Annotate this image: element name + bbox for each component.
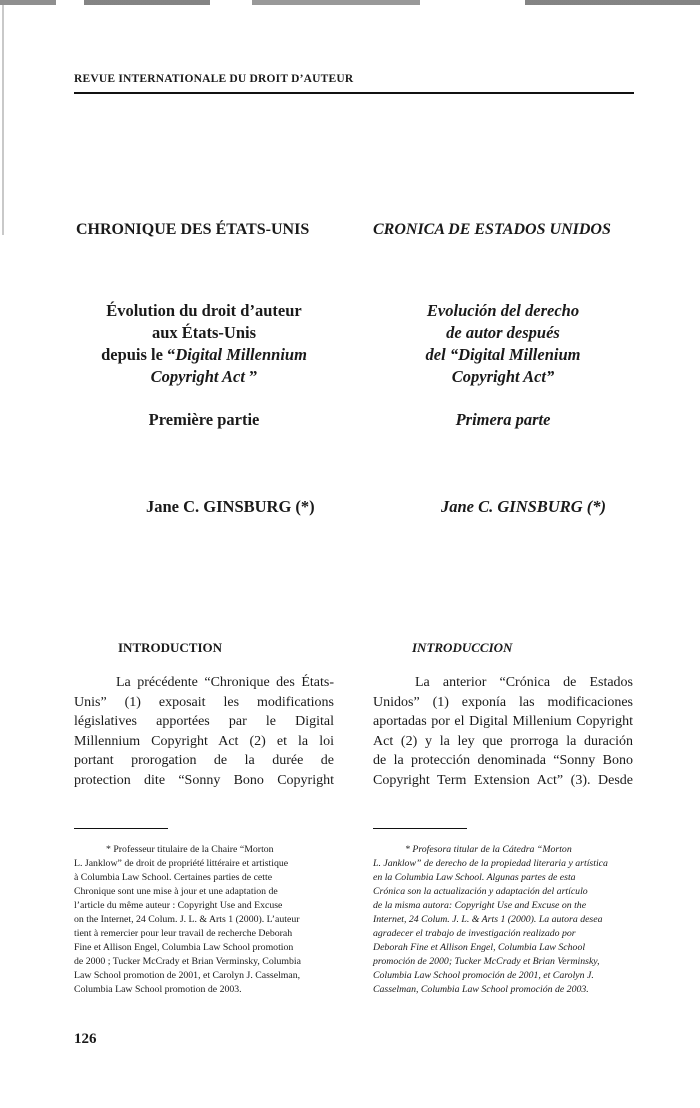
footnote-es-line: promoción de 2000; Tucker McCrady et Brian Verminsky, [373, 956, 600, 967]
footnote-rule-french [74, 828, 168, 829]
footnote-fr-line: on the Internet, 24 Colum. J. L. & Arts 1 (2000). L’auteur [74, 914, 300, 925]
author-french: Jane C. GINSBURG (*) [146, 497, 315, 516]
body-fr-line: Millennium Copyright Act (2) et la loi [74, 733, 334, 749]
footnote-fr-line: L. Janklow” de droit de propriété littéraire et artistique [74, 858, 289, 869]
footnote-fr-line: tient à remercier pour leur travail de recherche Deborah [74, 928, 293, 939]
title-fr-line-4b: ” [244, 367, 258, 386]
article-title-french [74, 300, 334, 388]
body-fr-line: Unis” (1) exposait les modifications [74, 694, 334, 710]
part-label-french: Première partie [148, 410, 260, 429]
title-fr-line-3a: depuis le “ [101, 345, 176, 364]
scan-edge-top [0, 0, 700, 5]
title-es-line-4: Copyright Act” [451, 367, 555, 386]
body-text-french [74, 673, 334, 791]
footnote-fr-line: Law School promotion de 2001, et Carolyn J. Casselman, [74, 970, 301, 981]
section-title-spanish: CRONICA DE ESTADOS UNIDOS [373, 221, 611, 238]
title-es-line-1: Evolución del derecho [426, 301, 580, 320]
footnote-es-line: agradecer el trabajo de investigación realizado por [373, 928, 576, 939]
footnote-es-line: Crónica son la actualización y adaptación del artículo [373, 886, 588, 897]
body-es-line: La anterior “Crónica de Estados [415, 675, 633, 690]
title-es-line-2: de autor después [446, 323, 560, 342]
body-fr-line: portant prorogation de la durée de [74, 753, 334, 769]
part-label-spanish: Primera parte [455, 410, 551, 429]
footnote-fr-line: Columbia Law School promotion de 2003. [74, 984, 242, 995]
footnote-es-line: * Profesora titular de la Cátedra “Morton [405, 844, 572, 855]
title-fr-line-3b: Digital Millennium [175, 345, 307, 364]
footnote-fr-line: * Professeur titulaire de la Chaire “Morton [106, 844, 274, 855]
footnote-fr-line: Chronique sont une mise à jour et une adaptation de [74, 886, 278, 897]
footnote-es-line: Internet, 24 Colum. J. L. & Arts 1 (2000). La autora desea [373, 914, 603, 925]
body-es-line: Act (2) y la ley que prorroga la duración [373, 733, 633, 749]
footnote-spanish [373, 843, 633, 997]
author-spanish: Jane C. GINSBURG (*) [441, 497, 607, 516]
section-title-french: CHRONIQUE DES ÉTATS-UNIS [76, 221, 310, 238]
intro-heading-french: INTRODUCTION [118, 640, 223, 655]
body-es-line: de la protección denominada “Sonny Bono [373, 753, 633, 769]
footnote-fr-line: à Columbia Law School. Certaines parties de cette [74, 872, 273, 883]
body-es-line: Unidos” (1) exponía las modificaciones [373, 694, 633, 710]
footnote-fr-line: de 2000 ; Tucker McCrady et Brian Verminsky, Columbia [74, 956, 301, 967]
body-es-line: aportadas por el Digital Millenium Copyright [373, 714, 633, 730]
body-fr-line: La précédente “Chronique des États- [116, 675, 334, 690]
title-fr-line-4 [74, 366, 334, 388]
journal-title: REVUE INTERNATIONALE DU DROIT D’AUTEUR [74, 73, 354, 85]
footnote-rule-spanish [373, 828, 467, 829]
footnote-fr-line: Fine et Allison Engel, Columbia Law School promotion [74, 942, 294, 953]
intro-heading-spanish: INTRODUCCION [412, 640, 513, 655]
footnote-es-line: Deborah Fine et Allison Engel, Columbia Law School [373, 942, 586, 953]
footnote-es-line: en la Columbia Law School. Algunas partes de esta [373, 872, 576, 883]
footnote-es-line: Columbia Law School promoción de 2001, et Carolyn J. [373, 970, 594, 981]
body-es-line: Copyright Term Extension Act” (3). Desde [373, 772, 633, 788]
footnote-french [74, 843, 334, 997]
title-fr-line-2: aux États-Unis [151, 323, 257, 342]
body-text-spanish [373, 673, 633, 791]
title-fr-line-1: Évolution du droit d’auteur [106, 301, 302, 320]
footnote-es-line: L. Janklow” de derecho de la propiedad literaria y artística [373, 858, 608, 869]
footnote-es-line: Casselman, Columbia Law School promoción de 2003. [373, 984, 589, 995]
page-number: 126 [74, 1031, 97, 1047]
footnote-es-line: de la misma autora: Copyright Use and Excuse on the [373, 900, 587, 911]
article-title-spanish [373, 300, 633, 388]
title-fr-line-4a: Copyright Act [150, 367, 245, 386]
body-fr-line: protection dite “Sonny Bono Copyright [74, 772, 334, 788]
footnote-fr-line: l’article du même auteur : Copyright Use and Excuse [74, 900, 283, 911]
header-rule [74, 92, 634, 94]
body-fr-line: législatives apportées par le Digital [74, 714, 334, 730]
scan-edge-left [2, 5, 4, 235]
title-fr-line-3 [74, 344, 334, 366]
title-es-line-3: del “Digital Millenium [425, 345, 581, 364]
